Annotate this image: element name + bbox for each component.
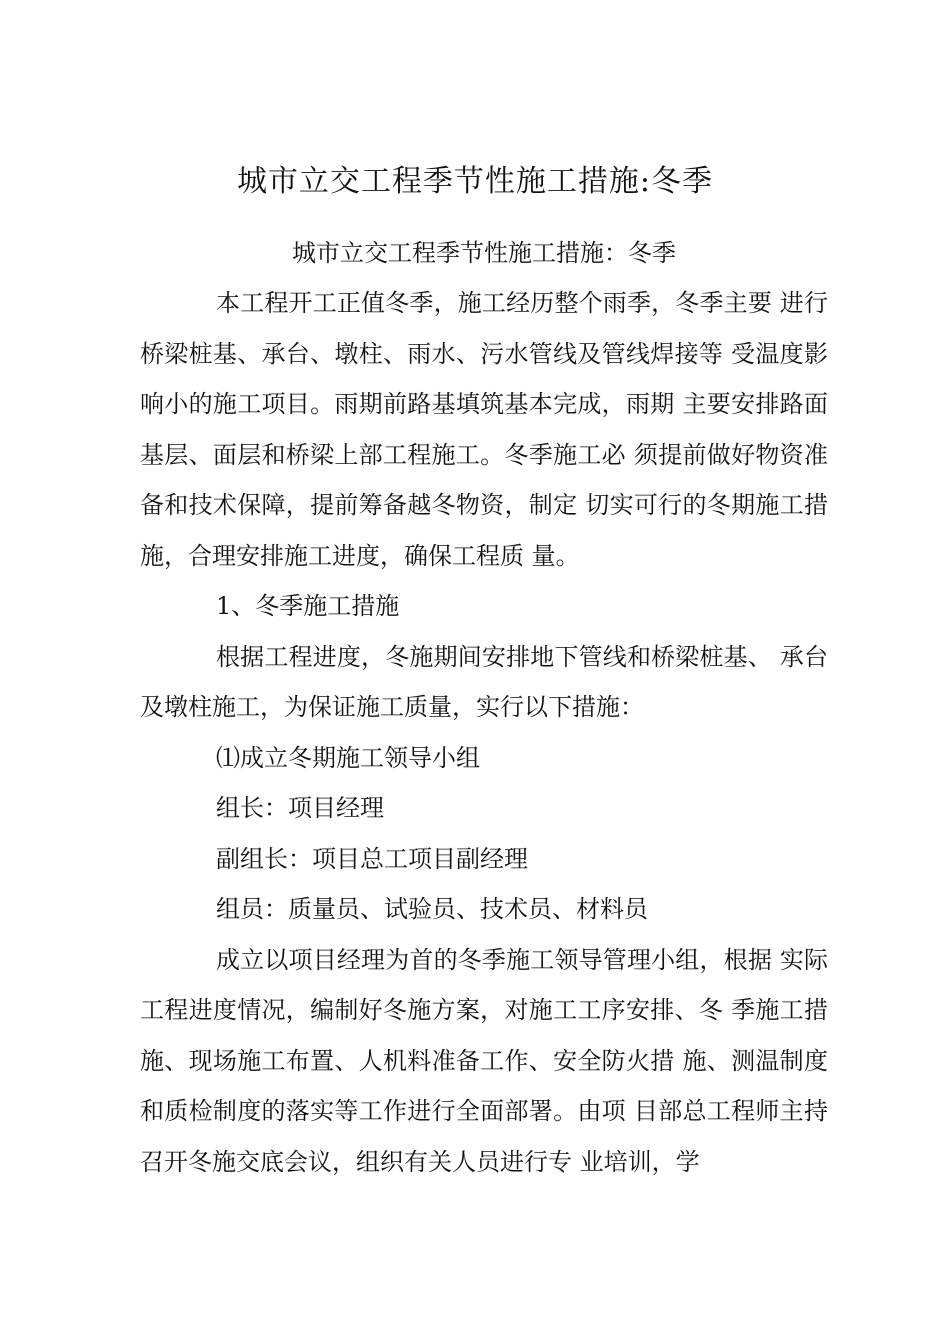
list-item-members: 组员：质量员、试验员、技术员、材料员 bbox=[216, 895, 648, 923]
section-heading-winter-measures: 1、冬季施工措施 bbox=[216, 592, 400, 620]
list-item-deputy-leader: 副组长：项目总工项目副经理 bbox=[216, 844, 528, 873]
document-subtitle: 城市立交工程季节性施工措施：冬季 bbox=[292, 239, 676, 267]
list-item-leadership-group: ⑴成立冬期施工领导小组 bbox=[216, 743, 480, 772]
list-item-group-leader: 组长：项目经理 bbox=[216, 794, 384, 822]
paragraph-intro: 本工程开工正值冬季，施工经历整个雨季，冬季主要 进行桥梁桩基、承台、墩柱、雨水、污水管线及管线焊接等 受温度影响小的施工项目。雨期前路基填筑基本完成，雨期 主要安排路面基层、面层和桥梁上部工程施工。冬季施工必 须提前做好物资准备和技术保障，提前筹备越冬物资，制定 切实可行的冬期施工措施，合理安排施工进度，确保工程质 量。 bbox=[140, 289, 828, 570]
document-title: 城市立交工程季节性施工措施:冬季 bbox=[236, 164, 714, 199]
document-body bbox=[140, 228, 828, 1187]
paragraph-management-group: 成立以项目经理为首的冬季施工领导管理小组，根据 实际工程进度情况，编制好冬施方案，对施工工序安排、冬 季施工措施、现场施工布置、人机料准备工作、安全防火措 施、测温制度和质检制度的落实等工作进行全面部署。由项 目部总工程师主持召开冬施交底会议，组织有关人员进行专 业培训，学 bbox=[140, 945, 828, 1176]
paragraph-measures-intro: 根据工程进度，冬施期间安排地下管线和桥梁桩基、 承台及墩柱施工，为保证施工质量，实行以下措施： bbox=[140, 642, 828, 721]
